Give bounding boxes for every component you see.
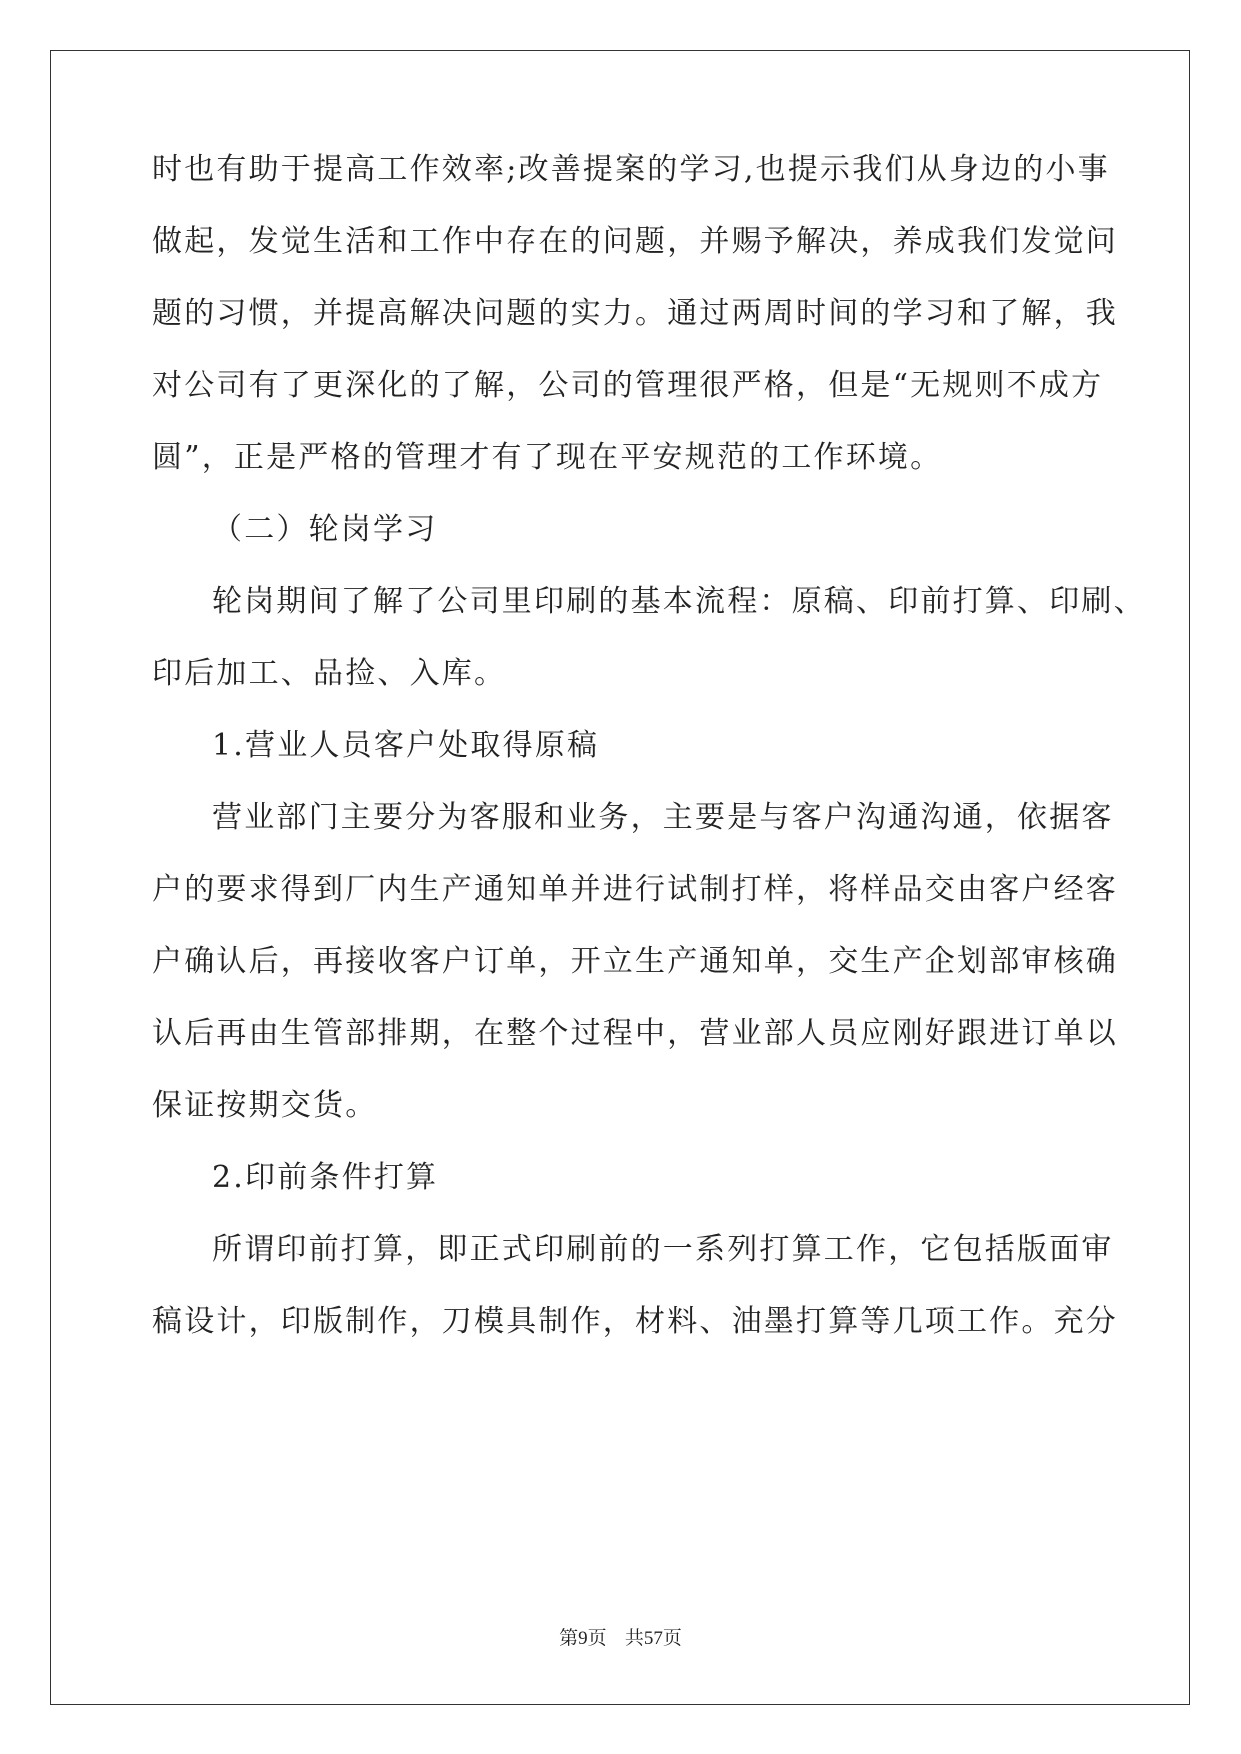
text-line: 圆”，正是严格的管理才有了现在平安规范的工作环境。 [152,440,943,475]
text-line: 做起，发觉生活和工作中存在的问题，并赐予解决，养成我们发觉问 [152,224,1118,259]
text-line: 时也有助于提高工作效率;改善提案的学习,也提示我们从身边的小事 [152,152,1110,187]
text-line: 稿设计，印版制作，刀模具制作，材料、油墨打算等几项工作。充分 [152,1304,1118,1339]
total-prefix: 共 [624,1627,644,1649]
text-line: 户确认后，再接收客户订单，开立生产通知单，交生产企划部审核确 [152,944,1118,979]
text-line: 户的要求得到厂内生产通知单并进行试制打样，将样品交由客户经客 [152,872,1118,907]
text-line: 印后加工、品捡、入库。 [152,656,507,691]
text-line: 营业部门主要分为客服和业务，主要是与客户沟通沟通，依据客 [212,800,1114,835]
text-line: 轮岗期间了解了公司里印刷的基本流程：原稿、印前打算、印刷、 [212,584,1146,619]
subsection-heading: 1.营业人员客户处取得原稿 [212,728,600,763]
text-line: 题的习惯，并提高解决问题的实力。通过两周时间的学习和了解，我 [152,296,1118,331]
page-footer [0,1626,1241,1651]
text-line: 对公司有了更深化的了解，公司的管理很严格，但是“无规则不成方 [152,368,1104,403]
text-line: 保证按期交货。 [152,1088,378,1123]
page-prefix: 第 [559,1627,579,1649]
page-number: 9 [578,1628,588,1649]
text-line: 认后再由生管部排期，在整个过程中，营业部人员应刚好跟进订单以 [152,1016,1118,1051]
total-pages: 57 [643,1628,663,1649]
text-line: 所谓印前打算，即正式印刷前的一系列打算工作，它包括版面审 [212,1232,1114,1267]
section-heading: （二）轮岗学习 [212,512,438,547]
page-suffix: 页 [587,1627,607,1649]
subsection-heading: 2.印前条件打算 [212,1160,439,1195]
total-suffix: 页 [662,1627,682,1649]
